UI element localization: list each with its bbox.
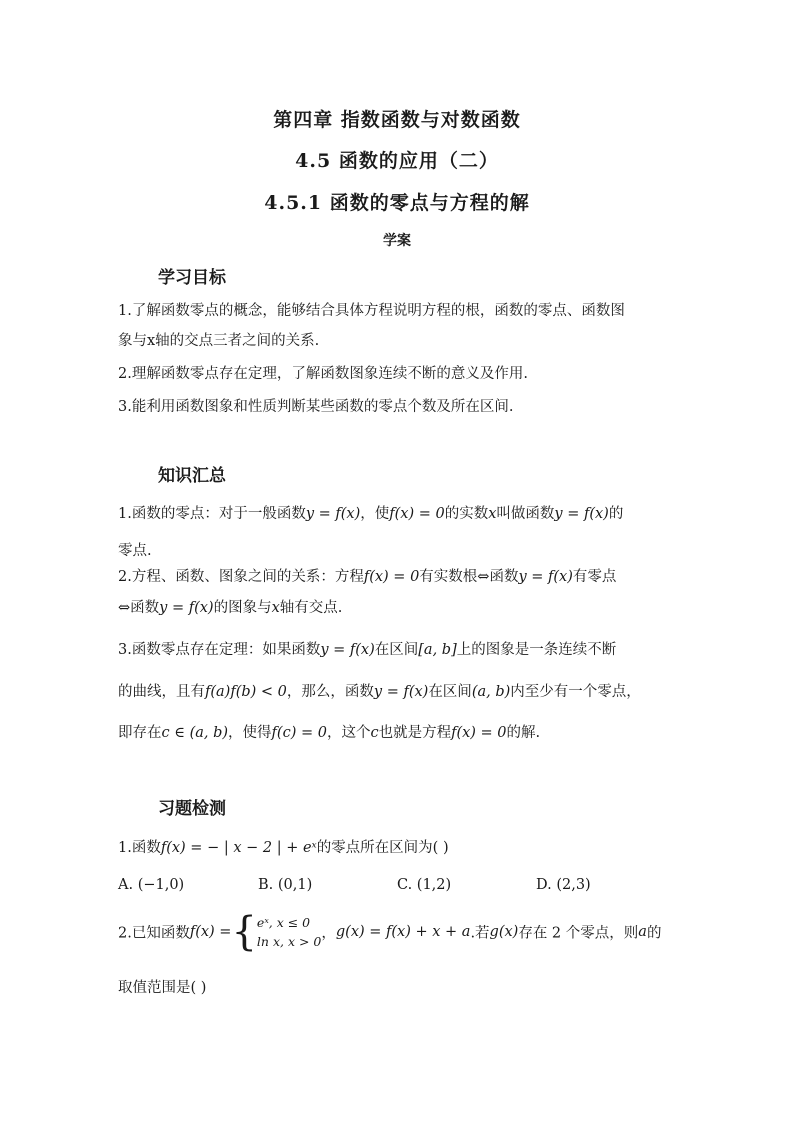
text: 有实数根⇔函数 [419,569,519,585]
case-1: eˣ, x ≤ 0 [256,915,311,930]
text: 的解. [506,725,541,741]
question-1-option-a[interactable]: A. (−1,0) [118,877,185,893]
formula: f(c) = 0 [271,725,327,741]
formula: y = f(x) [373,684,429,700]
text: 的图象与 [213,600,272,616]
text: 的 [608,506,624,522]
text: 在区间 [428,684,472,700]
text: 的曲线，且有 [118,684,205,700]
knowledge-1-line-2: 零点. [118,543,152,559]
text: ，使得 [228,725,272,741]
case-2: ln x, x > 0 [256,934,322,949]
section-title: 4.5 函数的应用（二） [295,150,499,172]
knowledge-3-line-2 [118,680,641,701]
question-1 [118,836,449,857]
text: 1.函数 [118,840,161,856]
text: 即存在 [118,725,162,741]
brace-symbol: { [231,909,257,955]
knowledge-heading: 知识汇总 [158,466,226,486]
text: 3.函数零点存在定理：如果函数 [118,642,321,658]
objective-3: 3.能利用函数图象和性质判断某些函数的零点个数及所在区间. [118,399,514,415]
question-1-option-d[interactable]: D. (2,3) [536,877,591,893]
formula: f(x) = 0 [389,506,445,522]
text: 叫做函数 [496,506,555,522]
piecewise-cases [257,913,321,951]
exercises-heading: 习题检测 [158,799,226,819]
formula: g(x) [489,924,519,940]
formula: y = f(x) [518,569,573,585]
document-type-label: 学案 [383,233,411,249]
text: 的零点所在区间为( ) [316,840,449,856]
text: 1.函数的零点：对于一般函数 [118,506,306,522]
formula: y = f(x) [320,642,375,658]
text: ， [321,925,336,942]
formula: y = f(x) [159,600,214,616]
variable: c [370,725,379,741]
objective-1-line-2: 象与x轴的交点三者之间的关系. [118,333,320,349]
knowledge-1 [118,502,623,523]
text: 的实数 [444,506,489,522]
text: 内至少有一个零点， [510,684,641,700]
text: 轴有交点. [279,600,343,616]
formula: y = f(x) [305,506,361,522]
formula: f(x) = − | x − 2 | + eˣ [160,840,317,856]
text: ，使 [360,506,390,522]
objective-1-line-1: 1.了解函数零点的概念，能够结合具体方程说明方程的根，函数的零点、函数图 [118,303,625,319]
question-2-line-2: 取值范围是( ) [118,980,207,996]
knowledge-2-line-2 [118,596,342,617]
text: 上的图象是一条连续不断 [456,642,617,658]
question-2 [118,909,662,955]
text: 存在 2 个零点，则 [518,925,639,942]
variable: x [488,506,497,522]
formula: f(x) = 0 [363,569,420,585]
objective-2: 2.理解函数零点存在定理，了解函数图象连续不断的意义及作用. [118,366,528,382]
text: 在区间 [374,642,419,658]
text: 2.方程、函数、图象之间的关系：方程 [118,569,364,585]
text: ⇔函数 [118,600,160,616]
chapter-title: 第四章 指数函数与对数函数 [273,109,521,131]
variable: a [638,924,647,940]
knowledge-3 [118,638,616,659]
formula: g(x) = f(x) + x + a [335,924,471,940]
text: 2.已知函数 [118,925,190,942]
text: 有零点 [572,569,617,585]
formula: f(a)f(b) < 0 [205,684,287,700]
variable: x [271,600,280,616]
formula: f(x) = [189,924,232,940]
formula: f(x) = 0 [451,725,507,741]
formula: (a, b) [471,684,511,700]
text: .若 [470,925,490,942]
knowledge-3-line-3 [118,721,540,742]
question-1-option-c[interactable]: C. (1,2) [397,877,452,893]
subsection-title: 4.5.1 函数的零点与方程的解 [264,192,530,214]
text: 也就是方程 [378,725,452,741]
formula: [a, b] [418,642,457,658]
question-1-option-b[interactable]: B. (0,1) [258,877,313,893]
text: ，那么，函数 [286,684,374,700]
formula: c ∈ (a, b) [161,725,229,741]
text: 的 [646,925,662,942]
text: ，这个 [326,725,371,741]
objectives-heading: 学习目标 [158,268,226,288]
formula: y = f(x) [554,506,609,522]
knowledge-2 [118,565,616,586]
